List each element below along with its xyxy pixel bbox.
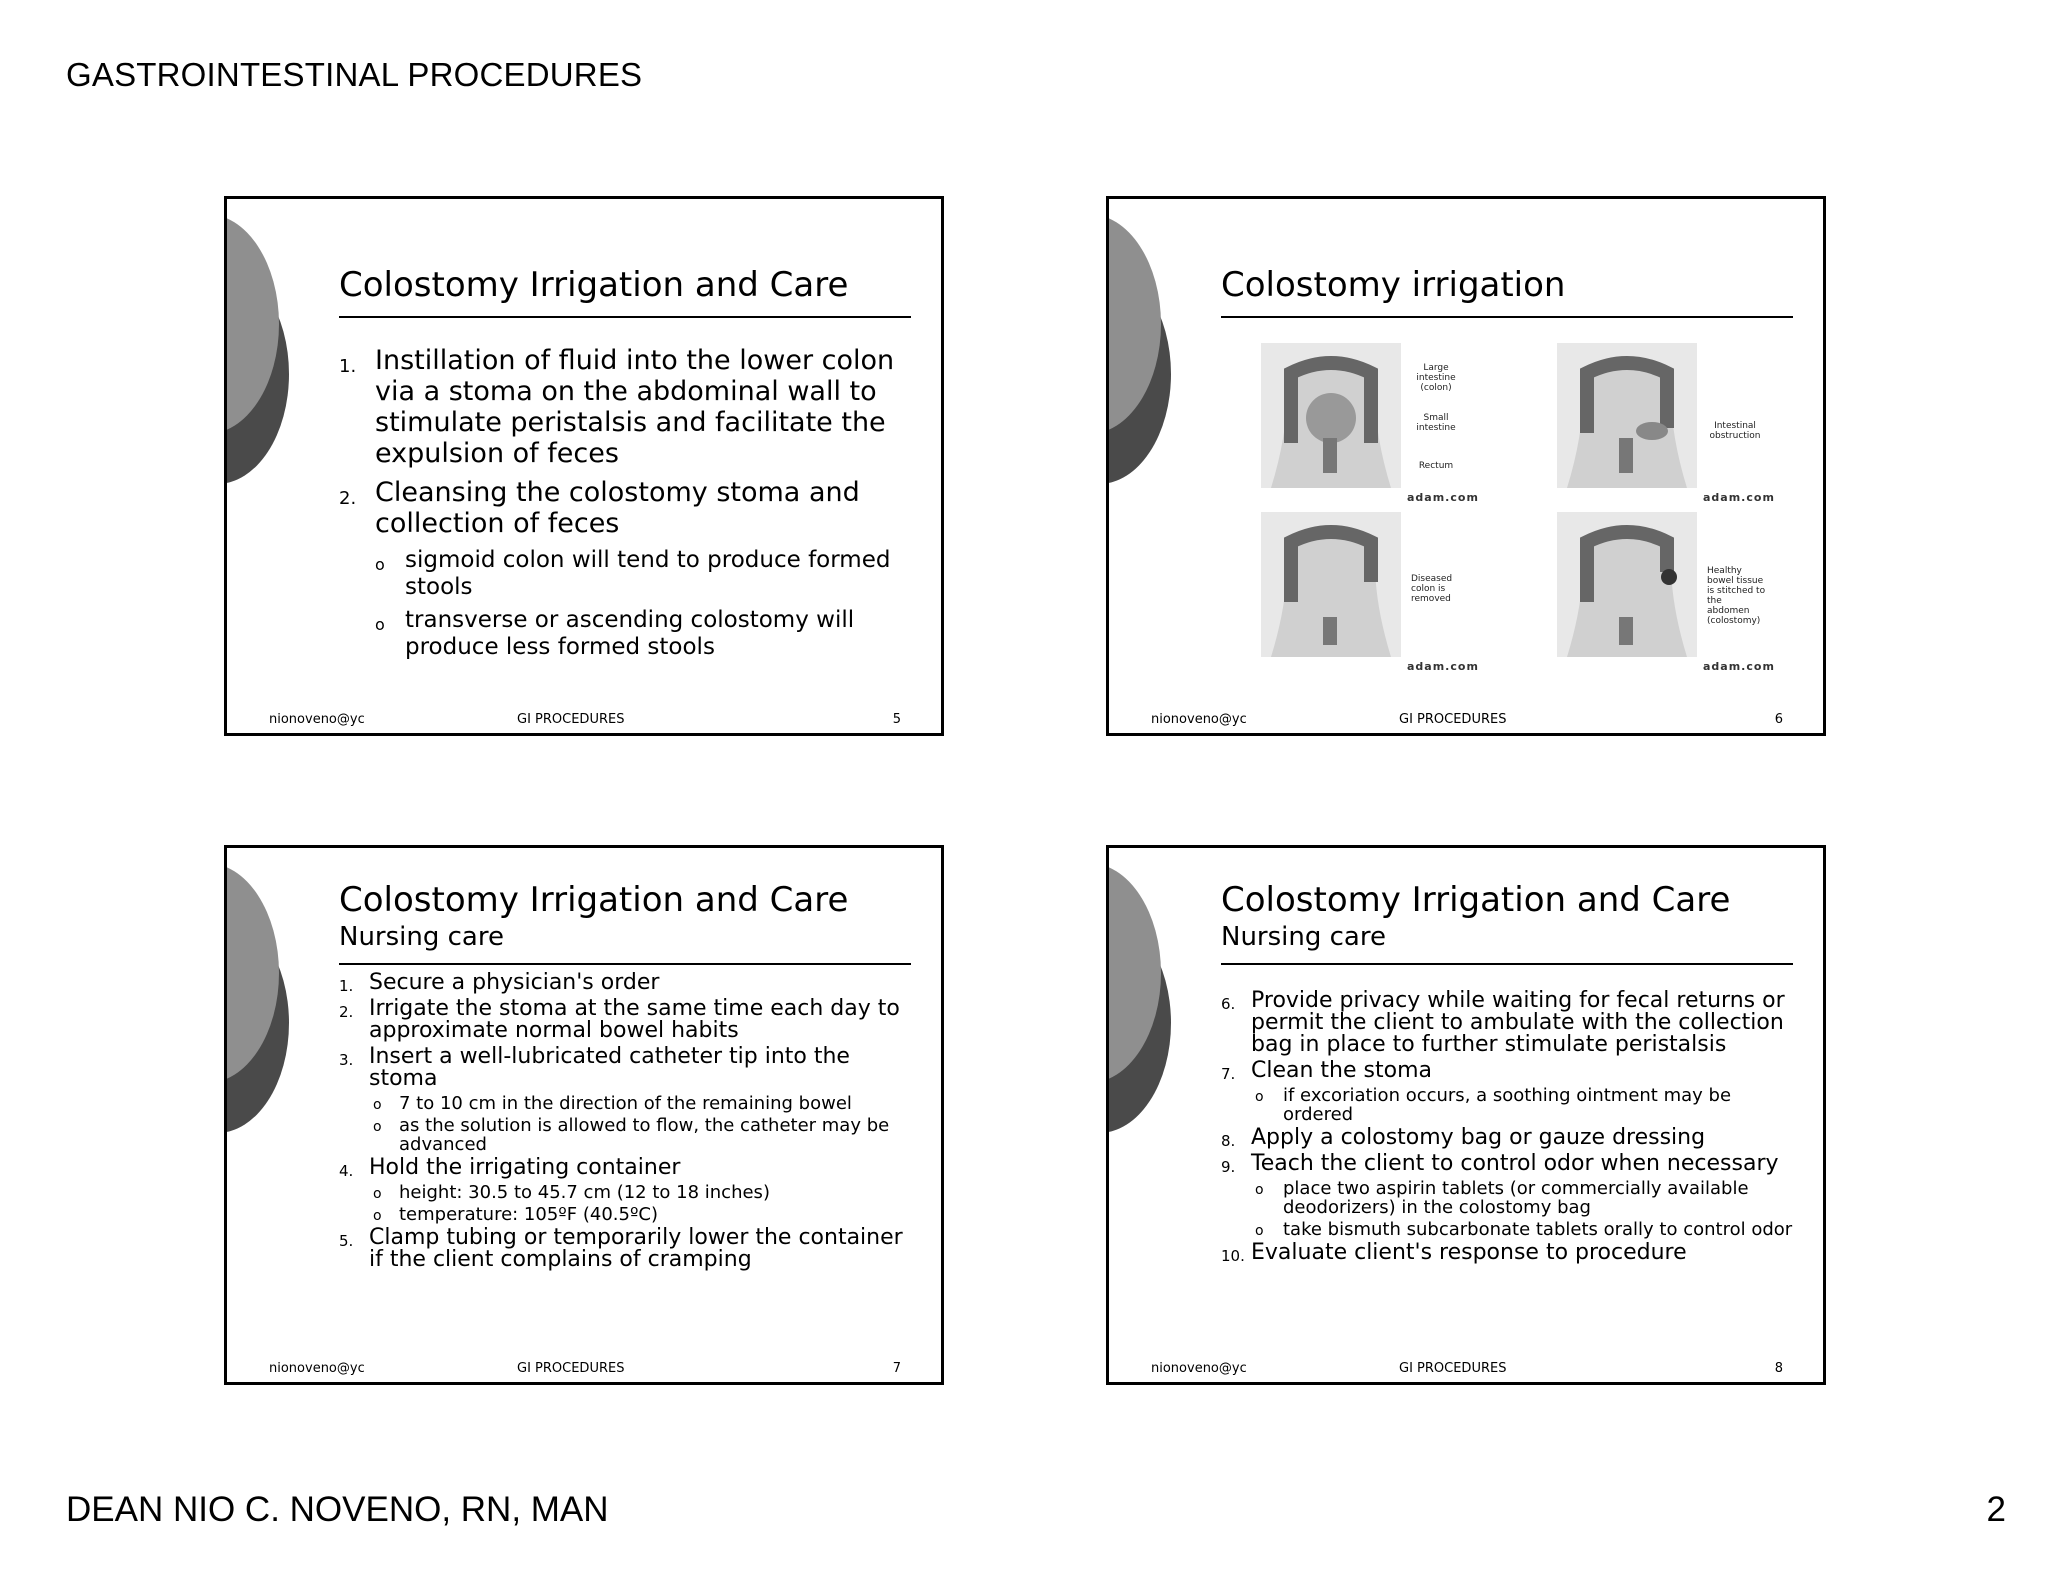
item-text: Apply a colostomy bag or gauze dressing [1251,1125,1706,1150]
sub-item [1221,1179,1801,1217]
sub-item-text: 7 to 10 cm in the direction of the remaining bowel [399,1093,852,1114]
item-text: Evaluate client's response to procedure [1251,1240,1687,1265]
list-item [1221,1242,1801,1264]
colon-illustration-icon [1557,343,1697,488]
author-footer: DEAN NIO C. NOVENO, RN, MAN [66,1490,609,1529]
sub-item [339,1094,919,1113]
image-source: adam.com [1407,491,1479,504]
slide-subtitle: Nursing care [339,922,504,952]
bullet-icon: o [373,1119,382,1135]
anatomy-panel [1261,343,1479,513]
colon-illustration-icon [1261,343,1401,488]
item-number: 9. [1221,1158,1236,1176]
item-number: 5. [339,1232,354,1250]
bullet-icon: o [1255,1182,1264,1198]
image-source: adam.com [1703,660,1775,673]
slide-footer-author: nionoveno@yc [1151,712,1247,727]
bullet-icon: o [1255,1089,1264,1105]
item-text: Secure a physician's order [369,970,660,995]
list-item [339,477,919,539]
list-item [1221,1060,1801,1082]
colostomy-illustration-icon [1557,512,1697,657]
slide-title: Colostomy irrigation [1221,265,1566,305]
page-number: 2 [1986,1490,2006,1529]
slide-footer-author: nionoveno@yc [269,712,365,727]
item-text: Irrigate the stoma at the same time each day to approximate normal bowel habits [369,996,900,1043]
slide-body [339,345,919,667]
title-rule [339,316,911,318]
sub-item-text: height: 30.5 to 45.7 cm (12 to 18 inches) [399,1182,770,1203]
list-item [339,972,919,994]
title-rule [1221,963,1793,965]
sub-item-text: take bismuth subcarbonate tablets orally to control odor [1283,1219,1793,1240]
item-number: 1. [339,977,354,995]
list-item [1221,1127,1801,1149]
list-item [339,1157,919,1179]
panel-label: Small intestine [1416,413,1456,433]
item-text: Teach the client to control odor when necessary [1251,1151,1779,1176]
sub-item-text: if excoriation occurs, a soothing ointment may be ordered [1283,1085,1732,1125]
slide-7 [224,845,944,1385]
slide-number: 8 [1774,1361,1783,1376]
slide-6 [1106,196,1826,736]
slide-body [339,972,919,1275]
slide-body [1221,990,1801,1268]
slide-number: 5 [892,712,901,727]
slide-footer-title: GI PROCEDURES [1399,712,1507,727]
title-rule [339,963,911,965]
panel-label: Rectum [1418,461,1454,471]
slide-decoration [1109,199,1189,736]
slide-title: Colostomy Irrigation and Care [1221,880,1731,920]
item-number: 7. [1221,1065,1236,1083]
slide-footer-author: nionoveno@yc [269,1361,365,1376]
sub-item-text: sigmoid colon will tend to produce formed stools [405,547,891,600]
list-item [339,1046,919,1090]
panel-label: Healthy bowel tissue is stitched to the abdomen (colostomy) [1707,566,1766,626]
item-number: 1. [339,356,357,377]
bullet-icon: o [375,615,385,634]
slide-5 [224,196,944,736]
page-header: GASTROINTESTINAL PROCEDURES [66,56,643,93]
sub-item-text: place two aspirin tablets (or commercially available deodorizers) in the colostomy bag [1283,1178,1749,1218]
bullet-icon: o [373,1186,382,1202]
item-number: 3. [339,1051,354,1069]
sub-item [1221,1220,1801,1239]
bullet-icon: o [373,1208,382,1224]
anatomy-panel [1557,343,1775,513]
slide-decoration [227,199,307,736]
item-number: 2. [339,1003,354,1021]
item-text: Instillation of fluid into the lower colon via a stoma on the abdominal wall to stimulate peristalsis and facilitate the expulsion of feces [375,345,895,469]
sub-item-text: as the solution is allowed to flow, the catheter may be advanced [399,1115,890,1155]
item-number: 6. [1221,995,1236,1013]
item-text: Provide privacy while waiting for fecal returns or permit the client to ambulate with the collection bag in place to further stimulate peristalsis [1251,988,1785,1057]
image-source: adam.com [1703,491,1775,504]
slide-footer-title: GI PROCEDURES [517,712,625,727]
slide-footer-title: GI PROCEDURES [517,1361,625,1376]
list-item [339,1227,919,1271]
slide-decoration [1109,848,1189,1385]
sub-item [339,607,919,661]
colon-illustration-icon [1261,512,1401,657]
slide-title: Colostomy Irrigation and Care [339,880,849,920]
list-item [339,345,919,469]
bullet-icon: o [375,555,385,574]
item-number: 10. [1221,1247,1245,1265]
item-number: 4. [339,1162,354,1180]
slide-decoration [227,848,307,1385]
sub-item [339,547,919,601]
slide-8 [1106,845,1826,1385]
item-number: 2. [339,488,357,509]
item-text: Cleansing the colostomy stoma and collection of feces [375,477,860,539]
slide-footer-author: nionoveno@yc [1151,1361,1247,1376]
anatomy-panel [1557,512,1775,682]
list-item [339,998,919,1042]
sub-item [339,1116,919,1154]
panel-label: Diseased colon is removed [1411,574,1453,604]
item-text: Hold the irrigating container [369,1155,681,1180]
sub-item [339,1183,919,1202]
sub-item-text: temperature: 105ºF (40.5ºC) [399,1204,659,1225]
item-text: Insert a well-lubricated catheter tip into the stoma [369,1044,850,1091]
slide-number: 7 [892,1361,901,1376]
sub-item [339,1205,919,1224]
item-number: 8. [1221,1132,1236,1150]
sub-item-text: transverse or ascending colostomy will produce less formed stools [405,607,855,660]
slide-title: Colostomy Irrigation and Care [339,265,849,305]
slide-subtitle: Nursing care [1221,922,1386,952]
list-item [1221,990,1801,1056]
image-source: adam.com [1407,660,1479,673]
anatomy-panel [1261,512,1479,682]
title-rule [1221,316,1793,318]
item-text: Clamp tubing or temporarily lower the container if the client complains of cramping [369,1225,903,1272]
panel-label: Intestinal obstruction [1709,421,1761,441]
bullet-icon: o [373,1097,382,1113]
list-item [1221,1153,1801,1175]
bullet-icon: o [1255,1223,1264,1239]
slide-number: 6 [1774,712,1783,727]
panel-label: Large intestine (colon) [1416,363,1456,393]
item-text: Clean the stoma [1251,1058,1432,1083]
sub-item [1221,1086,1801,1124]
slide-footer-title: GI PROCEDURES [1399,1361,1507,1376]
